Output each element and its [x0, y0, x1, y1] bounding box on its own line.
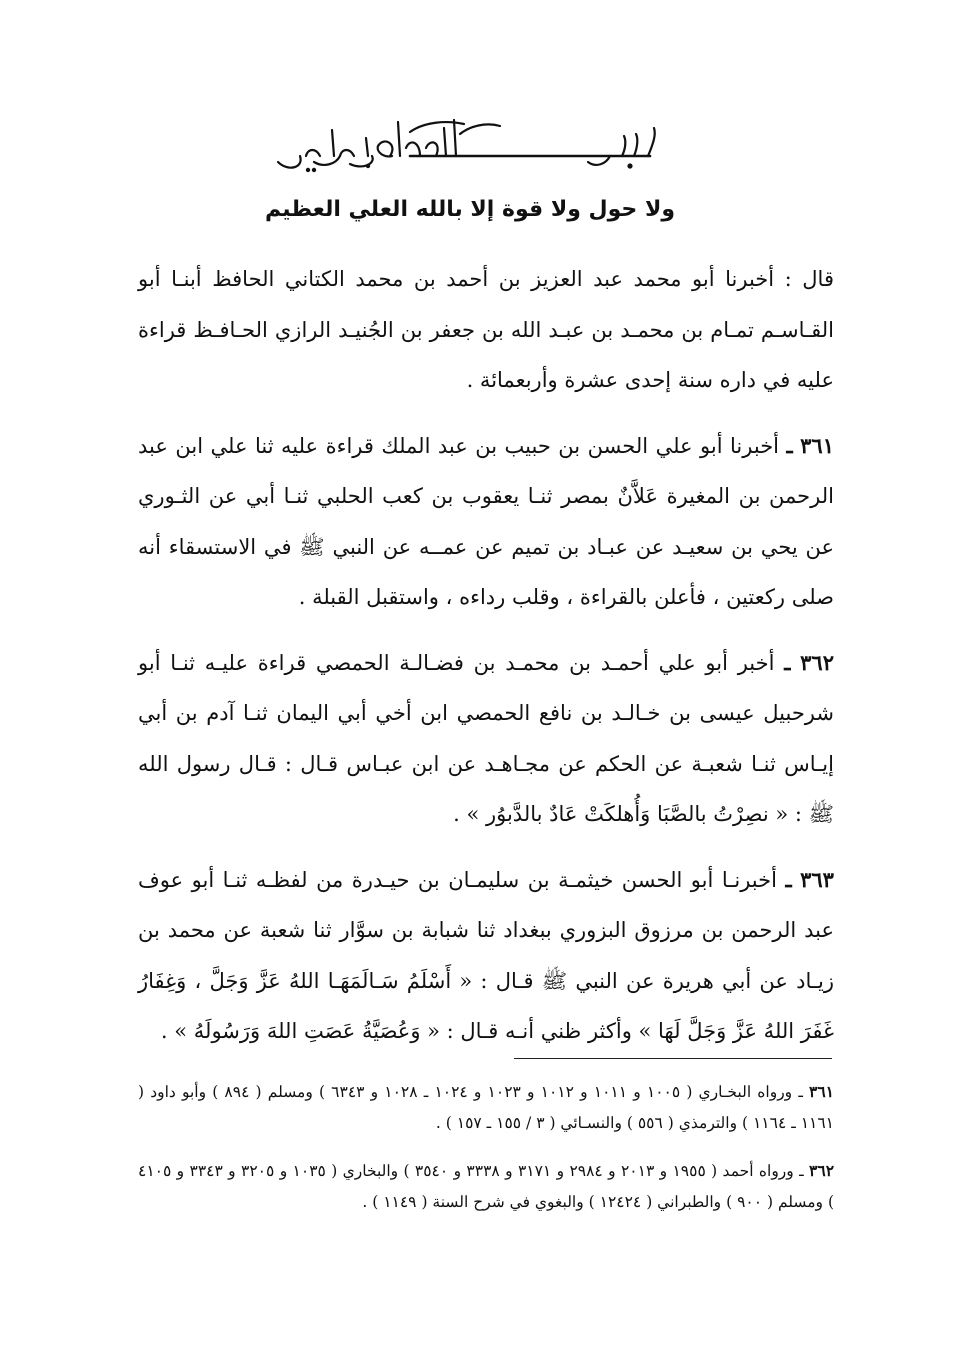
hadith-text: أخبرنـا أبو الحسن خيثمـة بن سليمـان بن حيـدرة من لفظـه ثنـا أبو عوف عبد الرحمن بن مرزوق البزوري ببغداد ثنا شبابة بن سوَّار ثنا شعبة عن محمد بن زيـاد عن أبي هريرة عن النبي ﷺ قـال : « أَسْلَمُ سَـالَمَهَـا اللهُ عَزَّ وَجَلَّ ، وَغِفَارُ غَفَرَ اللهُ عَزَّ وَجَلَّ لَهَا » وأكثر ظني أنـه قـال : « وَعُصَيَّةُ عَصَتِ اللهَ وَرَسُولَهُ » . [138, 867, 834, 1043]
page-heading: ولا حول ولا قوة إلا بالله العلي العظيم [264, 197, 676, 222]
hadith-paragraph-362 [138, 638, 834, 840]
footnote-number: ٣٦١ [809, 1082, 835, 1101]
footnote-text: ورواه أحمد ( ١٩٥٥ و ٢٠١٣ و ٢٩٨٤ و ٣١٧١ و ٣٣٣٨ و ٣٥٤٠ ) والبخاري ( ١٠٣٥ و ٣٢٠٥ و ٣٣٤٣ و ٤١٠٥ ) ومسلم ( ٩٠٠ ) والطبراني ( ١٢٤٢٤ ) والبغوي في شرح السنة ( ١١٤٩ ) . [138, 1162, 834, 1211]
footnote-separator [514, 1058, 832, 1059]
number-dash: ـ [786, 432, 793, 458]
footnote-362 [138, 1155, 834, 1218]
hadith-number: ٣٦٣ [800, 866, 834, 892]
basmala-calligraphy [250, 112, 705, 178]
intro-paragraph: قال : أخبرنا أبو محمد عبد العزيز بن أحمد بن محمد الكتاني الحافظ أبنـا أبو القـاسـم تمـام بن محمـد بن عبـد الله بن جعفر بن الجُنيـد الرازي الحـافـظ قراءة عليه في داره سنة إحدى عشرة وأربعمائة . [138, 267, 834, 392]
footnotes [138, 1076, 834, 1234]
hadith-number: ٣٦٢ [800, 649, 834, 675]
number-dash: ـ [785, 866, 792, 892]
hadith-text: أخبرنا أبو علي الحسن بن حبيب بن عبد الملك قراءة عليه ثنا علي ابن عبد الرحمن بن المغيرة عَلاَّنٌ بمصر ثنـا يعقوب بن كعب الحلبي ثنـا أبي عن الثـوري عن يحي بن سعيـد عن عبـاد بن تميم عن عمــه عن النبي ﷺ في الاستسقاء أنه صلى ركعتين ، فأعلن بالقراءة ، وقلب رداءه ، واستقبل القبلة . [138, 433, 834, 609]
main-text [138, 254, 834, 1072]
number-dash: ـ [798, 1083, 803, 1101]
footnote-361 [138, 1076, 834, 1139]
hadith-paragraph-363 [138, 855, 834, 1057]
number-dash: ـ [784, 649, 791, 675]
basmala-calligraphy-image [250, 112, 705, 178]
footnote-text: ورواه البخـاري ( ١٠٠٥ و ١٠١١ و ١٠١٢ و ١٠٢٣ و ١٠٢٤ ـ ١٠٢٨ و ٦٣٤٣ ) ومسلم ( ٨٩٤ ) وأبو داود ( ١١٦١ ـ ١١٦٤ ) والترمذي ( ٥٥٦ ) والنسـائي ( ٣ / ١٥٥ ـ ١٥٧ ) . [138, 1083, 834, 1132]
hadith-number: ٣٦١ [800, 432, 834, 458]
hadith-paragraph-361 [138, 421, 834, 623]
hadith-text: أخبر أبو علي أحمـد بن محمـد بن فضـالـة الحمصي قراءة عليـه ثنـا أبو شرحبيل عيسى بن خـالـد بن نافع الحمصي ابن أخي أبي اليمان ثنـا آدم بن أبي إيـاس ثنـا شعبـة عن الحكم عن مجـاهـد عن ابن عبـاس قـال : قـال رسول الله ﷺ : « نصِرْتُ بالصَّبَا وَأُهلكَتْ عَادٌ بالدَّبوُر » . [138, 650, 834, 826]
number-dash: ـ [799, 1162, 804, 1180]
footnote-number: ٣٦٢ [809, 1161, 835, 1180]
